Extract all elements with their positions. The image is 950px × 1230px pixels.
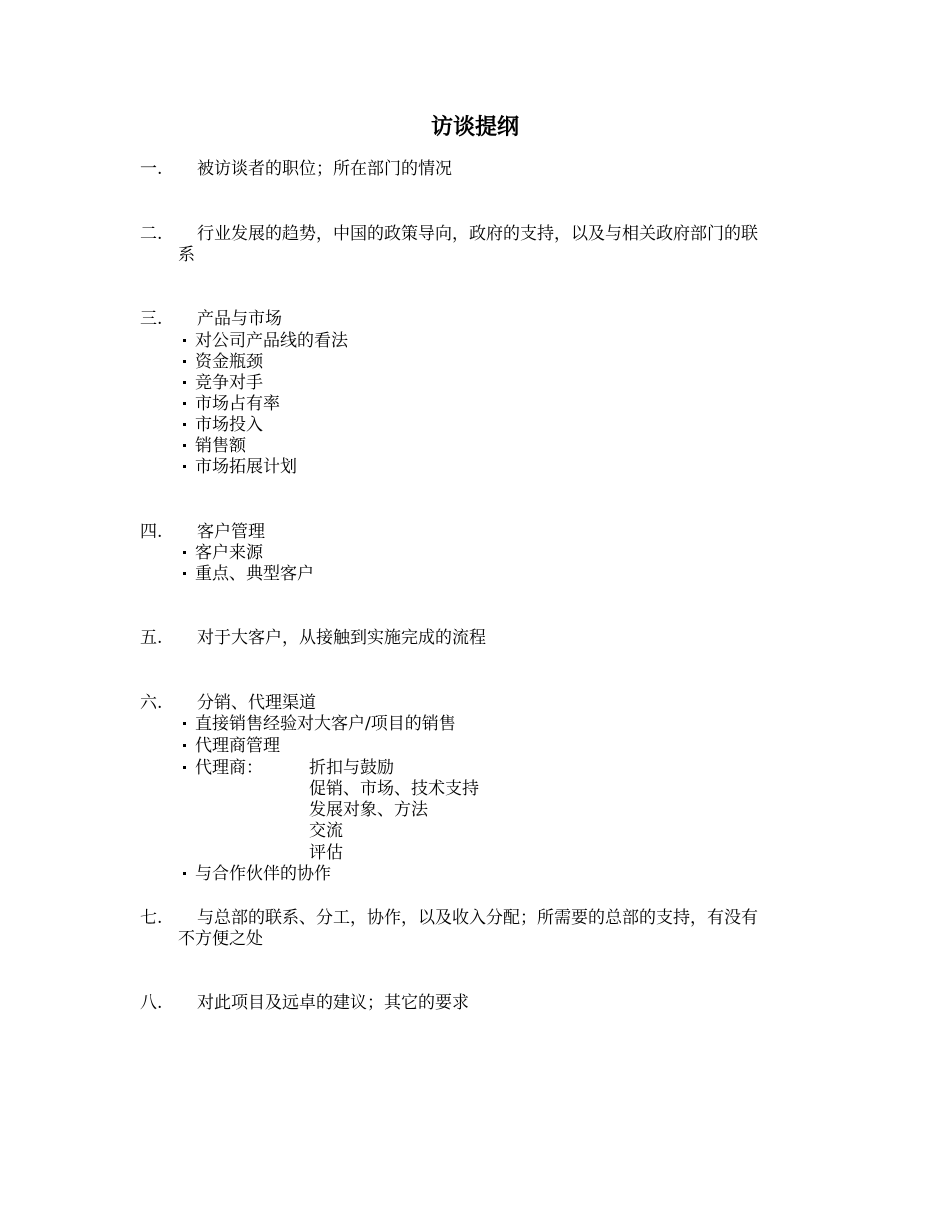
list-item: 客户来源 — [183, 542, 263, 564]
list-item: 对公司产品线的看法 — [183, 330, 348, 352]
list-item: 代理商： — [183, 757, 263, 779]
bullet-icon — [183, 444, 186, 447]
bullet-icon — [183, 722, 186, 725]
section-heading: 产品与市场 — [197, 309, 282, 329]
section-heading: 被访谈者的职位；所在部门的情况 — [197, 159, 452, 179]
bullet-icon — [183, 872, 186, 875]
section-number: 六. — [140, 693, 163, 713]
section-heading-continuation: 不方便之处 — [178, 929, 263, 949]
bullet-icon — [183, 381, 186, 384]
section-heading-continuation: 系 — [178, 245, 195, 265]
agent-sub-item: 促销、市场、技术支持 — [309, 779, 479, 799]
document-title: 访谈提纲 — [430, 115, 519, 140]
section-number: 四. — [140, 522, 163, 542]
section-number: 七. — [140, 908, 163, 928]
bullet-icon — [183, 402, 186, 405]
list-item: 销售额 — [183, 435, 246, 457]
bullet-icon — [183, 766, 186, 769]
agent-sub-item: 发展对象、方法 — [309, 800, 428, 820]
list-item: 竞争对手 — [183, 372, 263, 394]
section-heading: 对于大客户，从接触到实施完成的流程 — [197, 628, 486, 648]
section-number: 三. — [140, 309, 163, 329]
list-item: 市场投入 — [183, 414, 263, 436]
section-heading: 行业发展的趋势，中国的政策导向，政府的支持，以及与相关政府部门的联 — [197, 224, 758, 244]
list-item: 重点、典型客户 — [183, 563, 314, 585]
section-heading: 分销、代理渠道 — [197, 693, 316, 713]
agent-sub-item: 折扣与鼓励 — [309, 758, 394, 778]
section-number: 二. — [140, 224, 163, 244]
section-number: 八. — [140, 993, 163, 1013]
list-item: 市场拓展计划 — [183, 456, 297, 478]
agent-sub-item: 交流 — [309, 821, 343, 841]
section-heading: 客户管理 — [197, 522, 265, 542]
section-heading: 对此项目及远卓的建议；其它的要求 — [197, 993, 469, 1013]
bullet-icon — [183, 423, 186, 426]
bullet-icon — [183, 339, 186, 342]
bullet-icon — [183, 551, 186, 554]
section-heading: 与总部的联系、分工，协作，以及收入分配；所需要的总部的支持，有没有 — [197, 908, 758, 928]
list-item: 代理商管理 — [183, 735, 280, 757]
bullet-icon — [183, 465, 186, 468]
section-number: 一. — [140, 159, 163, 179]
agent-sub-item: 评估 — [309, 843, 343, 863]
bullet-icon — [183, 744, 186, 747]
section-number: 五. — [140, 628, 163, 648]
list-item: 市场占有率 — [183, 393, 280, 415]
bullet-icon — [183, 572, 186, 575]
list-item: 与合作伙伴的协作 — [183, 863, 331, 885]
bullet-icon — [183, 360, 186, 363]
list-item: 资金瓶颈 — [183, 351, 263, 373]
list-item: 直接销售经验对大客户/项目的销售 — [183, 713, 456, 735]
